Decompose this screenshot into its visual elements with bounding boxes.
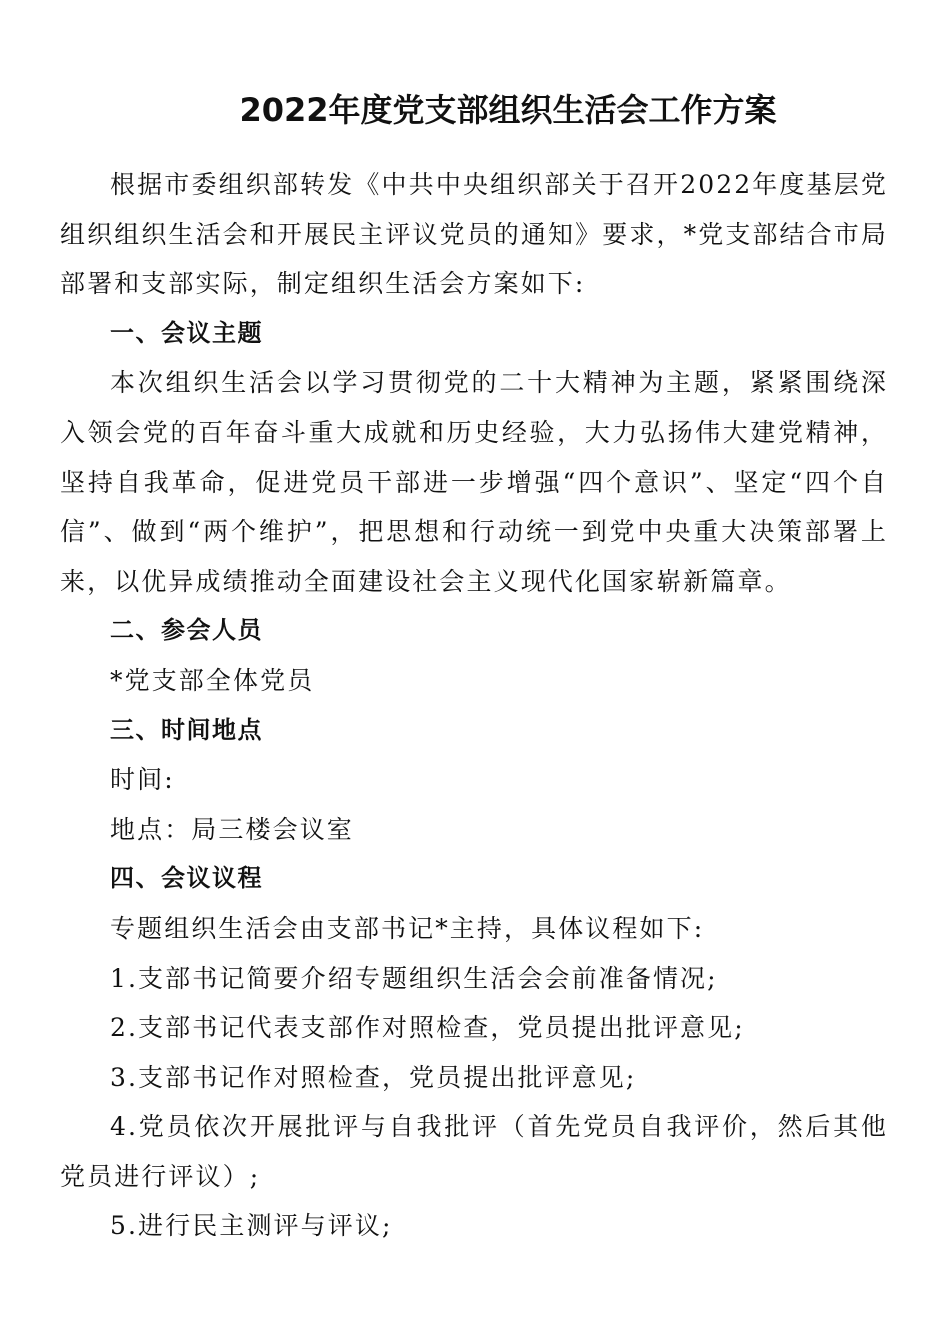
agenda-item: 1.支部书记简要介绍专题组织生活会会前准备情况; xyxy=(110,963,718,993)
agenda-item: 3.支部书记作对照检查，党员提出批评意见; xyxy=(110,1062,637,1092)
section-heading-agenda: 四、会议议程 xyxy=(110,864,263,893)
agenda-item: 5.进行民主测评与评议; xyxy=(110,1211,393,1241)
section-heading-time-place: 三、时间地点 xyxy=(110,715,263,744)
attendees-paragraph: *党支部全体党员 xyxy=(110,665,315,695)
place-line: 地点：局三楼会议室 xyxy=(110,814,354,844)
agenda-intro: 专题组织生活会由支部书记*主持，具体议程如下: xyxy=(110,913,705,943)
document-body xyxy=(60,160,888,1251)
theme-paragraph: 本次组织生活会以学习贯彻党的二十大精神为主题，紧紧围绕深入领会党的百年奋斗重大成就和历史经验，大力弘扬伟大建党精神，坚持自我革命，促进党员干部进一步增强“四个意识”、坚定“四个自信”、做到“两个维护”，把思想和行动统一到党中央重大决策部署上来，以优异成绩推动全面建设社会主义现代化国家崭新篇章。 xyxy=(60,368,888,596)
intro-paragraph: 根据市委组织部转发《中共中央组织部关于召开2022年度基层党组织组织生活会和开展民主评议党员的通知》要求，*党支部结合市局部署和支部实际，制定组织生活会方案如下: xyxy=(60,170,888,299)
document-title: 2022年度党支部组织生活会工作方案 xyxy=(239,91,777,129)
time-line: 时间: xyxy=(110,765,175,795)
section-heading-theme: 一、会议主题 xyxy=(110,318,263,347)
agenda-item: 4.党员依次开展批评与自我批评（首先党员自我评价，然后其他党员进行评议）; xyxy=(60,1112,888,1191)
section-heading-attendees: 二、参会人员 xyxy=(110,616,263,645)
agenda-item: 2.支部书记代表支部作对照检查，党员提出批评意见; xyxy=(110,1013,745,1043)
